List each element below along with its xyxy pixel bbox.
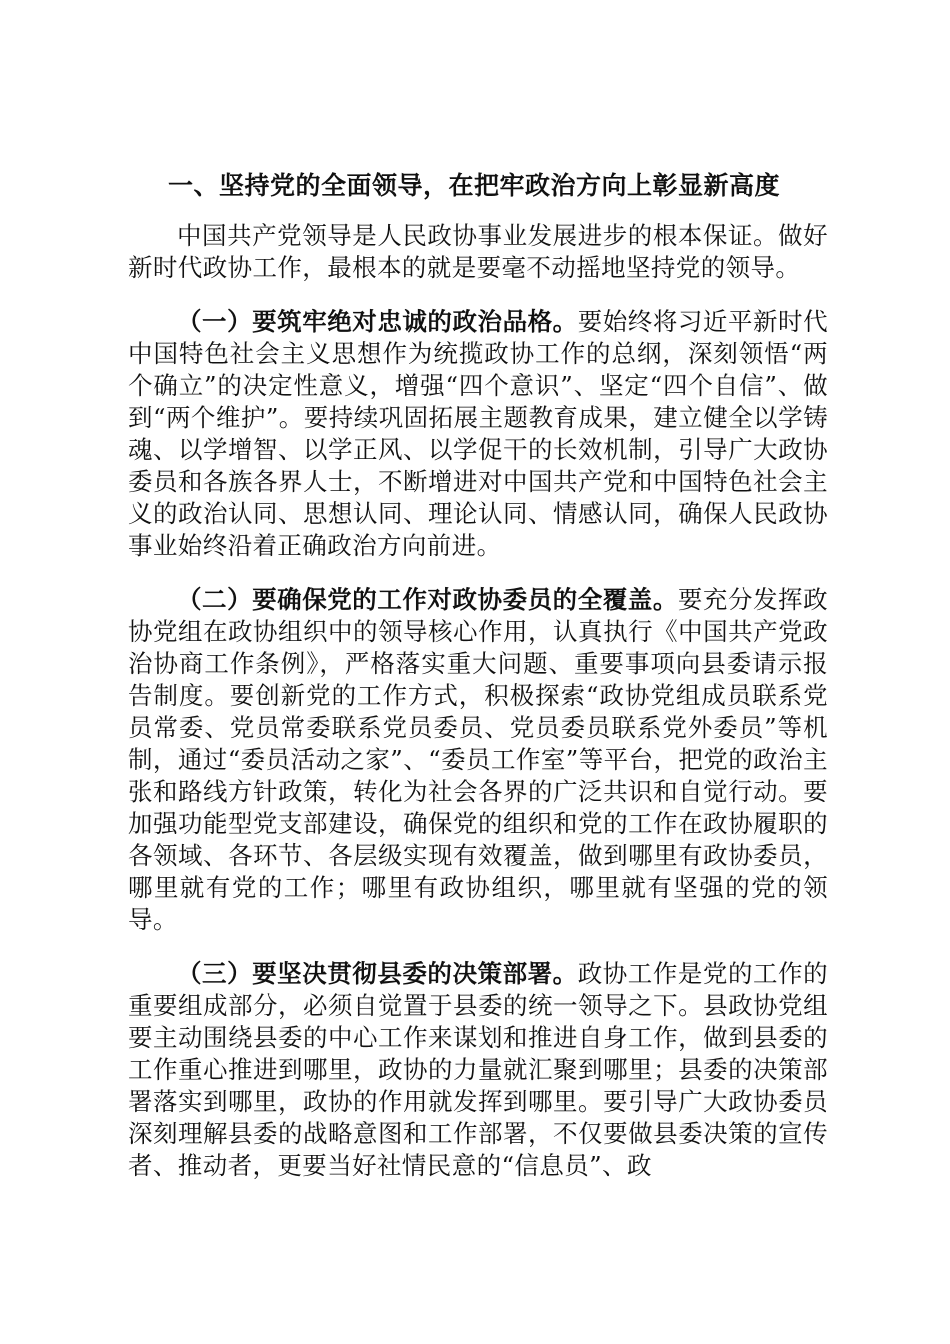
section-heading: 一、坚持党的全面领导，在把牢政治方向上彰显新高度 [168, 171, 781, 200]
paragraph-item-1 [128, 306, 828, 562]
item-3-title: （三）要坚决贯彻县委的决策部署。 [177, 959, 578, 988]
item-3-body: 政协工作是党的工作的重要组成部分，必须自觉置于县委的统一领导之下。县政协党组要主动围绕县委的中心工作来谋划和推进自身工作，做到县委的工作重心推进到哪里，政协的力量就汇聚到哪里；县委的决策部署落实到哪里，政协的作用就发挥到哪里。要引导广大政协委员深刻理解县委的战略意图和工作部署，不仅要做县委决策的宣传者、推动者，更要当好社情民意的“信息员”、政 [128, 959, 828, 1180]
intro-paragraph: 中国共产党领导是人民政协事业发展进步的根本保证。做好新时代政协工作，最根本的就是要毫不动摇地坚持党的领导。 [128, 221, 828, 282]
document-body [128, 166, 828, 1204]
item-2-title: （二）要确保党的工作对政协委员的全覆盖。 [177, 585, 678, 614]
paragraph-item-2 [128, 584, 828, 936]
item-1-body: 要始终将习近平新时代中国特色社会主义思想作为统揽政协工作的总纲，深刻领悟“两个确立”的决定性意义，增强“四个意识”、坚定“四个自信”、做到“两个维护”。要持续巩固拓展主题教育成果，建立健全以学铸魂、以学增智、以学正风、以学促干的长效机制，引导广大政协委员和各族各界人士，不断增进对中国共产党和中国特色社会主义的政治认同、思想认同、理论认同、情感认同，确保人民政协事业始终沿着正确政治方向前进。 [128, 307, 828, 560]
item-1-title: （一）要筑牢绝对忠诚的政治品格。 [177, 307, 578, 336]
paragraph-item-3 [128, 958, 828, 1182]
item-2-body: 要充分发挥政协党组在政协组织中的领导核心作用，认真执行《中国共产党政治协商工作条例》，严格落实重大问题、重要事项向县委请示报告制度。要创新党的工作方式，积极探索“政协党组成员联系党员常委、党员常委联系党员委员、党员委员联系党外委员”等机制，通过“委员活动之家”、“委员工作室”等平台，把党的政治主张和路线方针政策，转化为社会各界的广泛共识和自觉行动。要加强功能型党支部建设，确保党的组织和党的工作在政协履职的各领域、各环节、各层级实现有效覆盖，做到哪里有政协委员，哪里就有党的工作；哪里有政协组织，哪里就有坚强的党的领导。 [128, 585, 828, 934]
